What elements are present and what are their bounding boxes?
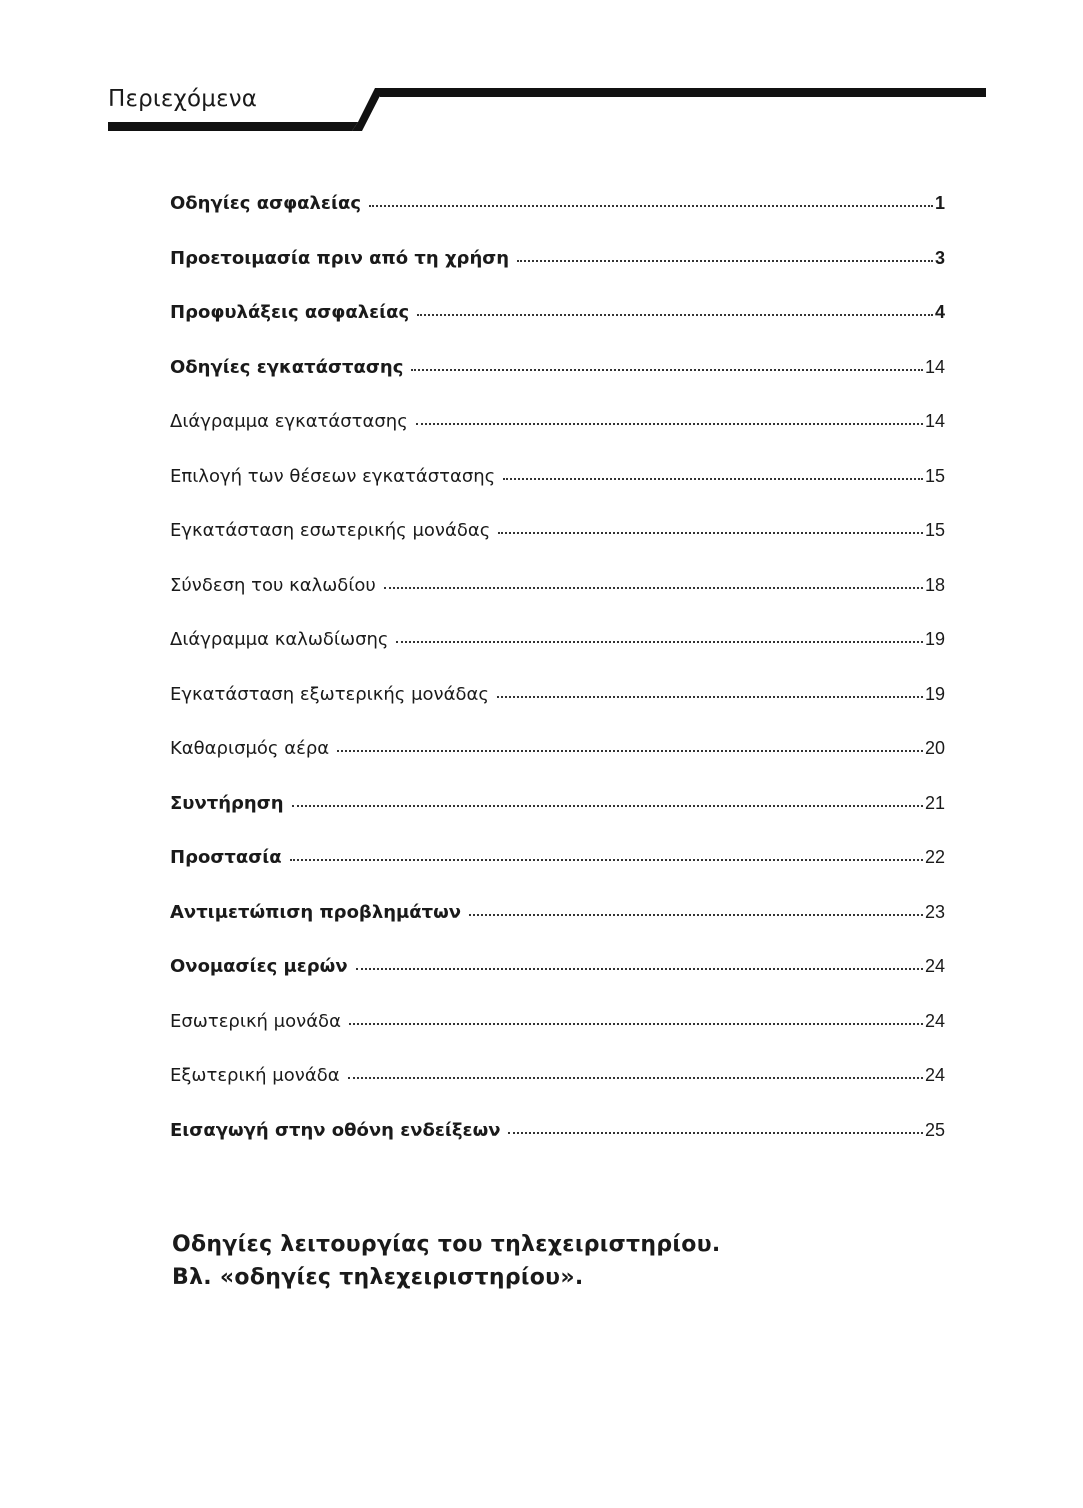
toc-dot-leader [369, 189, 933, 209]
toc-entry-page-number: 20 [924, 738, 945, 758]
toc-entry[interactable] [170, 939, 945, 994]
toc-entry[interactable] [170, 176, 945, 231]
toc-entry-label: Προφυλάξεις ασφαλείας [170, 302, 410, 323]
toc-entry[interactable] [170, 776, 945, 831]
toc-dot-leader [396, 625, 923, 645]
toc-dot-leader [503, 462, 923, 482]
toc-entry-label: Οδηγίες ασφαλείας [170, 193, 362, 214]
toc-entry-label: Καθαρισμός αέρα [170, 738, 330, 759]
toc-dot-leader [356, 952, 923, 972]
toc-entry-label: Εξωτερική μονάδα [170, 1065, 340, 1086]
toc-entry-page-number: 24 [924, 1010, 945, 1031]
toc-entry[interactable] [170, 1103, 945, 1158]
toc-entry[interactable] [170, 994, 945, 1049]
toc-entry-label: Επιλογή των θέσεων εγκατάστασης [170, 465, 496, 487]
toc-entry[interactable] [170, 503, 945, 558]
table-of-contents [170, 176, 945, 1157]
toc-entry[interactable] [170, 449, 945, 504]
toc-dot-leader [292, 789, 923, 809]
toc-entry-page-number: 18 [924, 574, 945, 595]
toc-entry[interactable] [170, 667, 945, 722]
toc-dot-leader [290, 843, 923, 863]
toc-dot-leader [517, 244, 933, 264]
toc-dot-leader [337, 734, 923, 754]
toc-entry-label: Οδηγίες εγκατάστασης [170, 356, 404, 378]
remote-control-note [172, 1228, 721, 1294]
toc-entry-page-number: 15 [924, 465, 945, 486]
page-header [0, 0, 1083, 140]
toc-entry-label: Εσωτερική μονάδα [170, 1010, 341, 1032]
toc-entry-label: Διάγραμμα εγκατάστασης [170, 411, 408, 432]
toc-entry-page-number: 23 [924, 901, 945, 922]
toc-entry-label: Σύνδεση του καλωδίου [170, 574, 376, 596]
toc-entry-label: Ονομασίες μερών [170, 956, 348, 977]
toc-entry-label: Εγκατάσταση εξωτερικής μονάδας [170, 683, 489, 705]
toc-entry-page-number: 22 [924, 847, 945, 867]
remote-note-line-2: Βλ. «οδηγίες τηλεχειριστηρίου». [172, 1265, 584, 1290]
toc-dot-leader [411, 353, 923, 373]
toc-dot-leader [498, 516, 923, 536]
toc-entry-page-number: 4 [934, 302, 945, 322]
toc-dot-leader [417, 298, 933, 318]
toc-dot-leader [349, 1007, 923, 1027]
page-title: Περιεχόμενα [108, 86, 258, 112]
header-rule-left-bar [108, 122, 358, 131]
header-rule [0, 0, 1083, 140]
toc-entry-label: Εγκατάσταση εσωτερικής μονάδας [170, 520, 491, 541]
toc-dot-leader [348, 1061, 923, 1081]
toc-entry[interactable] [170, 885, 945, 940]
toc-entry[interactable] [170, 285, 945, 340]
toc-entry[interactable] [170, 340, 945, 395]
toc-entry-page-number: 14 [924, 356, 945, 377]
toc-entry-page-number: 19 [924, 683, 945, 704]
toc-entry-label: Διάγραμμα καλωδίωσης [170, 629, 389, 650]
toc-entry[interactable] [170, 231, 945, 286]
toc-entry-label: Εισαγωγή στην οθόνη ενδείξεων [170, 1119, 501, 1141]
toc-entry[interactable] [170, 558, 945, 613]
toc-entry[interactable] [170, 721, 945, 776]
toc-entry[interactable] [170, 1048, 945, 1103]
toc-entry-label: Συντήρηση [170, 792, 284, 814]
toc-entry[interactable] [170, 830, 945, 885]
toc-dot-leader [384, 571, 923, 591]
toc-dot-leader [508, 1116, 923, 1136]
toc-entry-label: Αντιμετώπιση προβλημάτων [170, 901, 462, 923]
toc-entry-label: Προετοιμασία πριν από τη χρήση [170, 247, 510, 269]
toc-dot-leader [469, 898, 923, 918]
toc-entry-label: Προστασία [170, 847, 282, 868]
toc-entry-page-number: 1 [934, 193, 945, 213]
toc-dot-leader [416, 407, 923, 427]
toc-entry-page-number: 25 [924, 1119, 945, 1140]
toc-entry-page-number: 21 [924, 792, 945, 813]
toc-entry-page-number: 14 [924, 411, 945, 431]
toc-dot-leader [497, 680, 923, 700]
toc-entry-page-number: 24 [924, 1065, 945, 1085]
toc-entry[interactable] [170, 612, 945, 667]
toc-entry-page-number: 3 [934, 247, 945, 268]
remote-note-line-1: Οδηγίες λειτουργίας του τηλεχειριστηρίου. [172, 1232, 721, 1257]
toc-entry-page-number: 15 [924, 520, 945, 540]
toc-entry-page-number: 19 [924, 629, 945, 649]
toc-entry-page-number: 24 [924, 956, 945, 976]
toc-entry[interactable] [170, 394, 945, 449]
header-rule-right-bar [375, 88, 986, 97]
